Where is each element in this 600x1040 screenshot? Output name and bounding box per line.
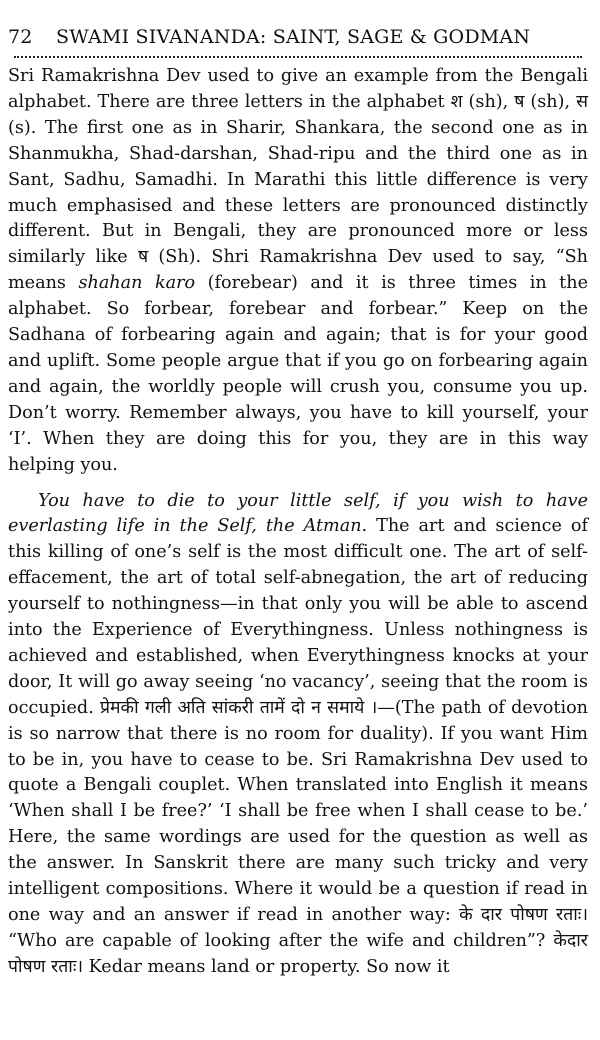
paragraph-1-text-a: Sri Ramakrishna Dev used to give an example from the Bengali alphabet. There are three letters in the alphabet श (sh), ष (sh), स (s). The first one as in Sharir, Shankara, the second one as in Shanmukha, Shad-darshan, Shad-ripu and the third one as in Sant, Sadhu, Samadhi. In Marathi this little difference is very much emphasised and these letters are pronounced distinctly different. But in Bengali, they are pronounced more or less similarly like ष (Sh). Shri Ramakrishna Dev used to say, “Sh means — [8, 66, 588, 294]
page-number: 72 — [8, 26, 33, 48]
paragraph-2-italic-lead: You have to die to your little self, if you wish to have everlasting life in the Self, the Atman. — [8, 490, 588, 537]
running-title: SWAMI SIVANANDA: SAINT, SAGE & GODMAN — [56, 26, 531, 48]
paragraph-2 — [8, 489, 588, 981]
body-text — [8, 64, 588, 981]
paragraph-2-text: The art and science of this killing of one’s self is the most difficult one. The art of self-effacement, the art of total self-abnegation, the art of reducing yourself to nothingness—in that only you will be able to ascend into the Experience of Everythingness. Unless nothingness is achieved and established, when Everythingness knocks at your door, It will go away seeing ‘no vacancy’, seeing that the room is occupied. प्रेमकी गली अति सांकरी तामें दो न समाये ।—(The path of devotion is so narrow that there is no room for duality). If you want Him to be in, you have to cease to be. Sri Ramakrishna Dev used to quote a Bengali couplet. When translated into English it means ‘When shall I be free?’ ‘I shall be free when I shall cease to be.’ Here, the same wordings are used for the question as well as the answer. In Sanskrit there are many such tricky and very intelligent compositions. Where it would be a question if read in one way and an answer if read in another way: के दार पोषण रताः। “Who are capable of looking after the wife and children”? केदार पोषण रताः। Kedar means land or property. So now it — [8, 516, 588, 977]
paragraph-1-italic-term: shahan karo — [78, 273, 196, 294]
paragraph-1 — [8, 64, 588, 479]
header-divider — [14, 56, 582, 58]
paragraph-1-text-b: (forebear) and it is three times in the alphabet. So forbear, forebear and forbear.” Keep on the Sadhana of forbearing again and again; that is for your good and uplift. Some people argue that if you go on forbearing again and again, the worldly people will crush you, consume you up. Don’t worry. Remember always, you have to kill yourself, your ‘I’. When they are doing this for you, they are in this way helping you. — [8, 273, 588, 475]
page-header — [8, 0, 588, 52]
